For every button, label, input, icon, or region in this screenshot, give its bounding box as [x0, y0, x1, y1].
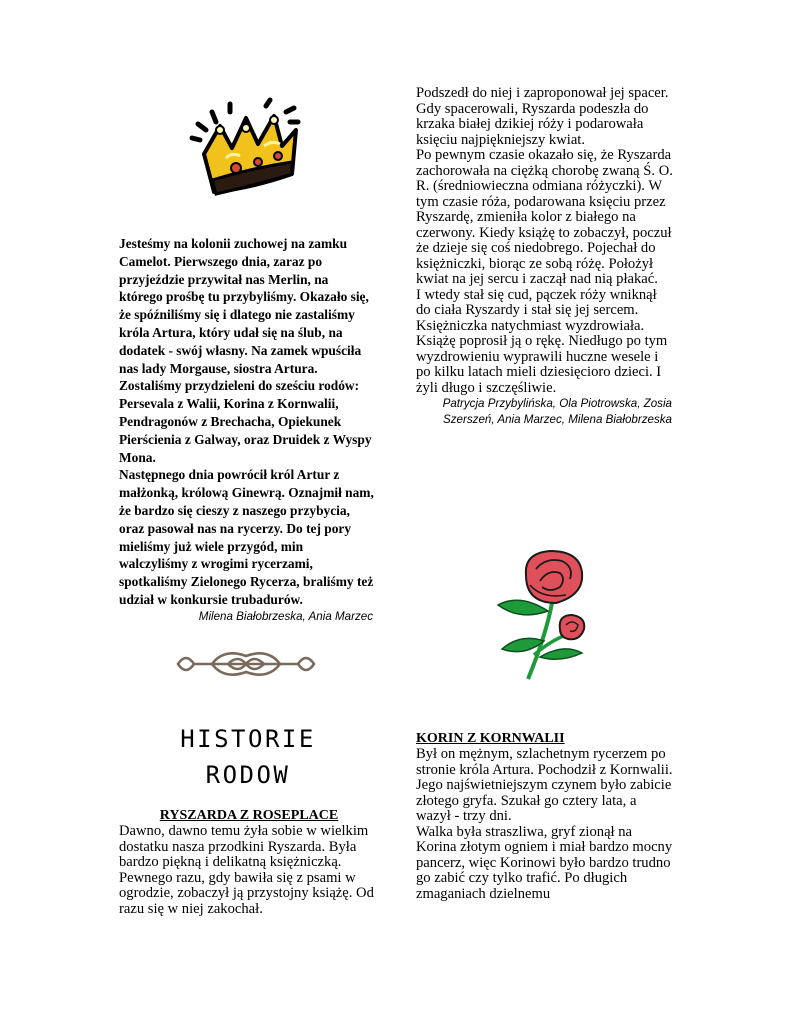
rose-icon [490, 545, 600, 685]
korin-paragraph: Był on mężnym, szlachetnym rycerzem po stronie króla Artura. Pochodził z Kornwalii. Jego najświetniejszym czynem było zabicie złotego gryfa. Szukał go cztery lata, a wazył - trzy dni. [416, 746, 673, 824]
intro-paragraph: Jesteśmy na kolonii zuchowej na zamku Camelot. Pierwszego dnia, zaraz po przyjeździe przywitał nas Merlin, na którego prośbę tu przybyliśmy. Okazało się, że spóźniliśmy się i dlatego nie zastaliśmy króla Artura, który udał się na ślub, na dodatek - swój własny. Na zamek wpuściła nas lady Morgause, siostra Artura. [119, 236, 369, 376]
ryszarda-section [119, 808, 375, 917]
page-title-line1: HISTORIE [180, 725, 316, 753]
intro-paragraph: Zostaliśmy przydzieleni do sześciu rodów: Persevala z Walii, Korina z Kornwalii, Pendragonów z Brechacha, Opiekunek Pierścienia z Galway, oraz Druidek z Wyspy Mona. [119, 378, 372, 465]
ornament-divider-icon [172, 644, 320, 684]
ryszarda-heading: RYSZARDA Z ROSEPLACE [159, 808, 339, 823]
intro-column [119, 235, 375, 624]
ryszarda-paragraph: Pewnego razu, gdy bawiła się z psami w ogrodzie, zobaczył ją przystojny książę. Od razu się w niej zakochał. [119, 869, 374, 917]
intro-paragraph: Następnego dnia powrócił król Artur z małżonką, królową Ginewrą. Oznajmił nam, że bardzo się cieszy z naszego przybycia, oraz pasował nas na rycerzy. Do tej pory mieliśmy już wiele przygód, min walczyliśmy z wrogimi rycerzami, spotkaliśmy Zielonego Rycerza, braliśmy też udział w konkursie trubadurów. [119, 467, 374, 607]
story-paragraph: Podszedł do niej i zaproponował jej spacer. Gdy spacerowali, Ryszarda podeszła do krzaka białej dzikiej róży i podarowała księciu najpiękniejszy kwiat. [416, 85, 669, 148]
story-paragraph: I wtedy stał się cud, pączek róży wniknął do ciała Ryszardy i stał się jej sercem. Księżniczka natychmiast wyzdrowiała. Książę poprosił ją o rękę. Niedługo po tym wyzdrowieniu wyprawili huczne wesele i po kilku latach mieli dziesięcioro dzieci. I żyli długo i szczęśliwie. [416, 286, 668, 396]
title-block [120, 721, 376, 793]
ryszarda-paragraph: Dawno, dawno temu żyła sobie w wielkim dostatku nasza przodkini Ryszarda. Była bardzo piękną i delikatną księżniczką. [119, 823, 369, 870]
page-title-line2: RODOW [205, 761, 291, 789]
story-continued-column [416, 86, 674, 427]
crown-icon [186, 96, 306, 204]
story-paragraph: Po pewnym czasie okazało się, że Ryszarda zachorowała na ciężką chorobę zwaną Ś. O. R. (średniowieczna odmiana różyczki). W tym czasie róża, podarowana księciu przez Ryszardę, zmieniła kolor z białego na czerwony. Kiedy książę to zobaczył, poczuł że dzieje się coś niedobrego. Pojechał do księżniczki, biorąc ze sobą różę. Położył kwiat na jej sercu i zaczął nad nią płakać. [416, 147, 673, 287]
korin-section [416, 731, 674, 902]
story-signature: Patrycja Przybylińska, Ola Piotrowska, Zosia Szerszeń, Ania Marzec, Milena Białobrzeska [442, 397, 672, 426]
korin-paragraph: Walka była straszliwa, gryf zionął na Korina złotym ogniem i miał bardzo mocny pancerz, więc Korinowi było bardzo trudno go zabić czy tylko trafić. Po długich zmaganiach dzielnemu [416, 823, 673, 902]
intro-signature: Milena Białobrzeska, Ania Marzec [198, 609, 373, 623]
korin-heading: KORIN Z KORNWALII [416, 731, 565, 746]
